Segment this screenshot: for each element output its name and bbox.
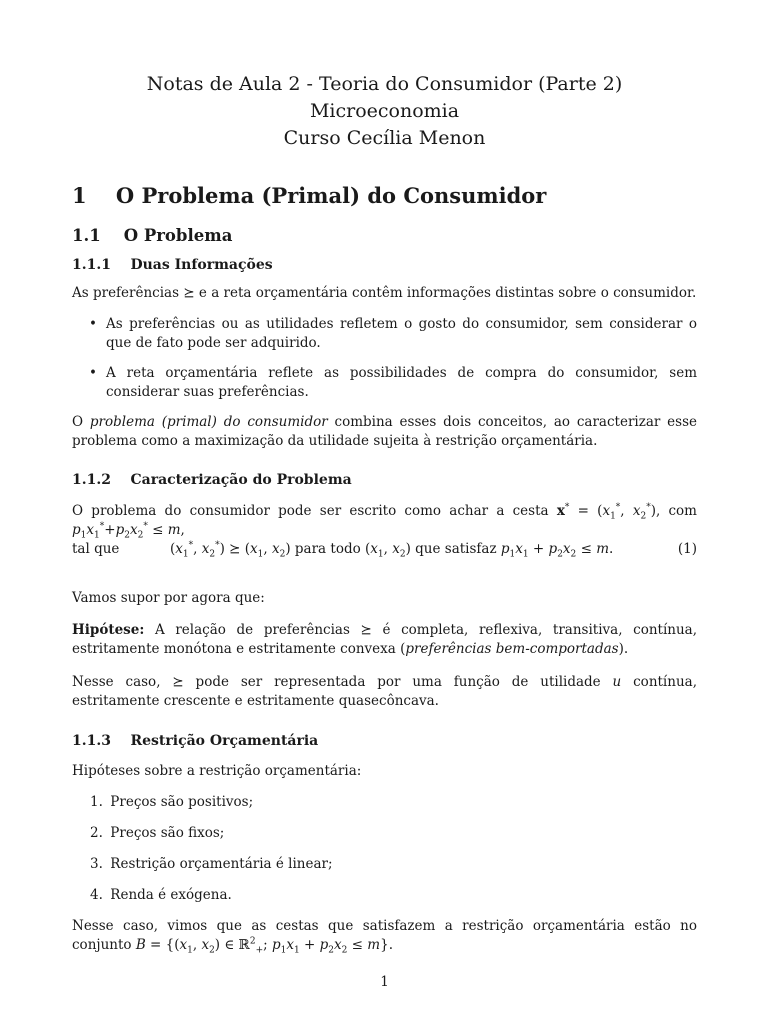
subsubsection-1-1-3-heading [72,733,318,749]
list-text: Preços são positivos; [110,794,254,810]
succeq-symbol: ⪰ [183,285,195,301]
list-number: 4. [90,887,103,903]
text-run: e a reta orçamentária contêm informações distintas sobre o consumidor. [194,285,697,301]
bullet-text: A reta orçamentária reflete as possibilidades de compra do consumidor, sem considerar suas preferências. [106,365,697,400]
list-number: 2. [90,825,103,841]
list-text: Restrição orçamentária é linear; [110,856,333,872]
subsection-number: 1.1 [72,226,101,245]
text-run: tal que [72,541,120,557]
paragraph-hipotese [72,621,697,659]
paragraph-hipoteses-restricao: Hipóteses sobre a restrição orçamentária: [72,763,362,779]
page-number: 1 [380,974,389,990]
list-text: Preços são fixos; [110,825,225,841]
hypothesis-label: Hipótese: [72,622,145,638]
bullet-item [89,364,697,402]
text-run: contínua, estritamente crescente e estritamente quasecôncava. [72,674,697,709]
equation-body: ($x_1^*$, $x_2^*$) ⪰ ($x_1$, $x_2$) para todo ($x_1$, $x_2$) que satisfaz $p_1x_1 + p_2x_2 \le m$. [170,540,614,560]
list-item [90,793,253,812]
text-run: Nesse caso, [72,674,173,690]
subsubsection-title: Caracterização do Problema [130,472,352,488]
list-item [90,855,333,874]
equation-number: (1) [677,541,697,557]
title-line-3: Curso Cecília Menon [283,127,486,149]
subsubsection-title: Restrição Orçamentária [130,733,319,749]
math-variable: u [612,674,622,690]
paragraph-conjunto-b [72,917,697,955]
paragraph-nesse-caso [72,673,697,711]
emphasis-text: preferências bem-comportadas [405,641,619,657]
text-run: A relação de preferências [144,622,361,638]
section-number: 1 [72,183,87,208]
bullet-icon: • [89,316,97,332]
text-run: é completa, reflexiva, transitiva, contínua, estritamente monótona e estritamente convexa ( [72,622,697,657]
text-run: pode ser representada por uma função de utilidade [183,674,613,690]
text-run: para todo [294,541,361,557]
paragraph-supor: Vamos supor por agora que: [72,590,265,606]
text-run: ). [618,641,629,657]
list-number: 1. [90,794,103,810]
section-title: O Problema (Primal) do Consumidor [115,183,547,208]
document-title [72,71,697,152]
list-item [90,824,224,843]
succeq-symbol: ⪰ [360,622,372,638]
subsubsection-1-1-2-heading [72,472,352,488]
math-inline: $p_1x_1^*+p_2x_2^* \le m$, [72,521,185,541]
subsection-1-1-heading [72,226,232,245]
math-inline: $x^* = (x_1^*$, $x_2^*$) [556,502,656,522]
title-line-1: Notas de Aula 2 - Teoria do Consumidor (Parte 2) [146,73,623,95]
subsubsection-number: 1.1.2 [72,472,111,488]
succeq-symbol: ⪰ [172,674,184,690]
text-run: combina esses dois conceitos, ao caracterizar esse problema como a maximização da utilidade sujeita à restrição orçamentária. [72,414,697,449]
text-run: O problema do consumidor pode ser escrito como achar a cesta [72,503,557,519]
list-number: 3. [90,856,103,872]
section-1-heading [72,183,546,208]
subsubsection-title: Duas Informações [130,257,273,273]
text-run: O [72,414,90,430]
text-run: , com [655,503,697,519]
paragraph-problema-primal [72,413,697,451]
subsection-title: O Problema [123,226,233,245]
list-item [90,886,232,905]
subsubsection-1-1-1-heading [72,257,273,273]
title-line-2: Microeconomia [309,100,460,122]
emphasis-text: problema (primal) do consumidor [89,414,328,430]
text-run: As preferências [72,285,184,301]
subsubsection-number: 1.1.1 [72,257,111,273]
list-text: Renda é exógena. [110,887,232,903]
subsubsection-number: 1.1.3 [72,733,111,749]
bullet-item [89,315,697,353]
paragraph-duas-informacoes [72,284,697,303]
bullet-icon: • [89,365,97,381]
text-run: que satisfaz [415,541,497,557]
math-inline: $B = \{(x_1$, $x_2$) ∈ ℝ$^2_+$; $p_1x_1 + p_2x_2 \le m$}. [135,936,393,956]
bullet-text: As preferências ou as utilidades refletem o gosto do consumidor, sem considerar o que de fato pode ser adquirido. [106,316,697,351]
text-run: Nesse caso, vimos que as cestas que satisfazem a restrição orçamentária estão no conjunto [72,918,697,953]
